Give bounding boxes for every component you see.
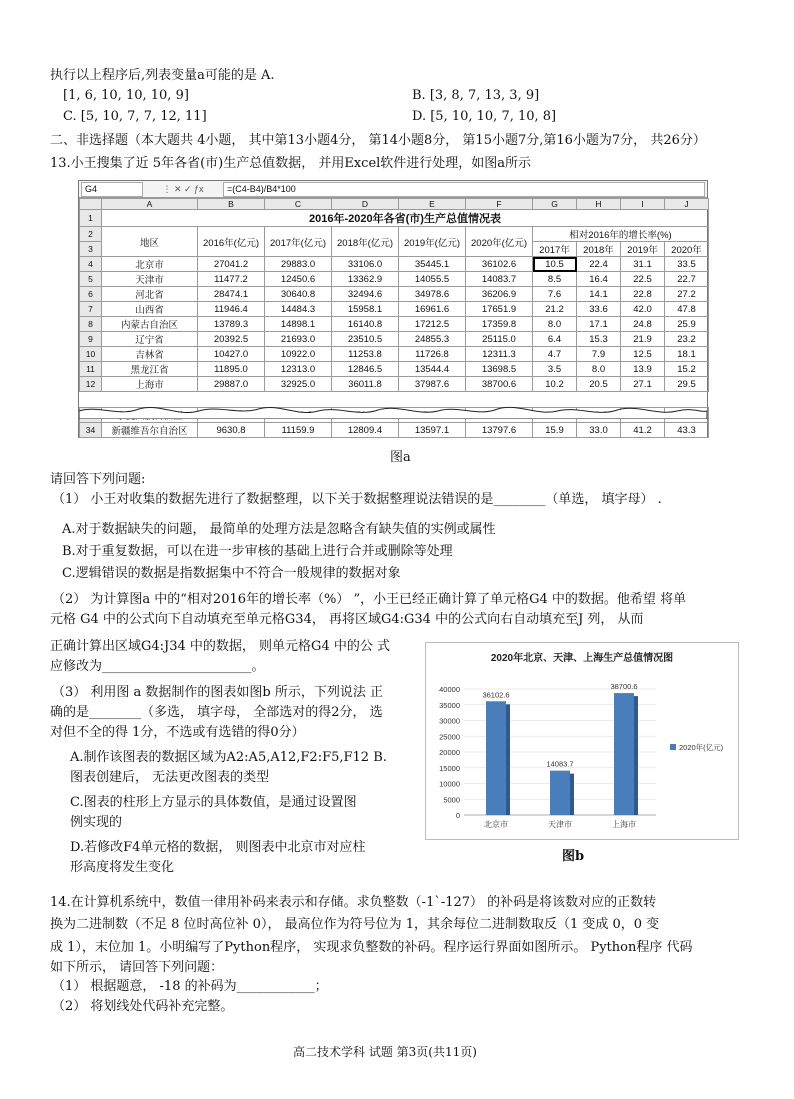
- table-cell: 14055.5: [399, 272, 466, 287]
- y-tick-label: 25000: [439, 732, 460, 742]
- table-cell: 12313.0: [265, 362, 332, 377]
- torn-edge-icon: [79, 403, 707, 419]
- q14-line2: 换为二进制数（不足 8 位时高位补 0）， 最高位作为符号位为 1，其余每位二进制数取反（1 变成 0，0 变: [50, 917, 660, 932]
- table-cell: 25.9: [665, 317, 709, 332]
- row-number: 2: [80, 227, 102, 242]
- table-cell: 13597.1: [399, 423, 466, 438]
- table-cell: 42.0: [621, 302, 665, 317]
- q13-part3-option-d2: 形高度将发生变化: [70, 860, 175, 875]
- formula-input: =(C4-B4)/B4*100: [223, 182, 705, 197]
- table-cell: 15.3: [577, 332, 621, 347]
- q13-part3-line1: （3） 利用图 a 数据制作的图表如图b 所示，下列说法 正: [52, 685, 384, 700]
- q13-part1-option-c: C.逻辑错误的数据是指数据集中不符合一般规律的数据对象: [62, 566, 401, 581]
- spreadsheet-grid: [79, 198, 709, 438]
- bar-side: [570, 774, 574, 815]
- table-cell: 7.9: [577, 347, 621, 362]
- table-cell: 31.1: [621, 257, 665, 272]
- table-cell: 9630.8: [198, 423, 265, 438]
- table-cell: 43.3: [665, 423, 709, 438]
- table-cell: 28474.1: [198, 287, 265, 302]
- row-number: 10: [80, 347, 102, 362]
- q12-option-d: D. [5, 10, 10, 7, 10, 8]: [412, 109, 557, 124]
- table-cell: 22.7: [665, 272, 709, 287]
- corner-cell: [80, 199, 102, 210]
- q14-line3: 成 1），末位加 1。小明编写了Python程序， 实现求负整数的补码。程序运行界面如图所示。 Python程序 代码: [50, 940, 693, 955]
- row-number: 7: [80, 302, 102, 317]
- table-row: [80, 347, 709, 362]
- row-number: 11: [80, 362, 102, 377]
- q13-part3-option-d1: D.若修改F4单元格的数据， 则图表中北京市对应柱: [70, 840, 366, 855]
- table-cell: 北京市: [102, 257, 198, 272]
- row-number: 4: [80, 257, 102, 272]
- table-cell: 24.8: [621, 317, 665, 332]
- fx-icon: ⋮ ✕ ✓ ƒx: [162, 183, 204, 194]
- bar-side: [506, 704, 510, 815]
- table-cell: 12311.3: [466, 347, 533, 362]
- q14-part1: （1） 根据题意， -18 的补码为____________；: [52, 979, 328, 994]
- table-row: [80, 227, 709, 242]
- q13-part3-option-a: A.制作该图表的数据区域为A2:A5,A12,F2:F5,F12 B.: [70, 750, 387, 765]
- figure-a-caption: 图a: [390, 450, 411, 465]
- table-cell: 16.4: [577, 272, 621, 287]
- table-cell: 11946.4: [198, 302, 265, 317]
- table-cell: 36011.8: [332, 377, 399, 392]
- table-cell: 14.1: [577, 287, 621, 302]
- y-tick-label: 0: [455, 811, 460, 820]
- q12-option-a: [1, 6, 10, 10, 10, 9]: [63, 88, 189, 103]
- q12-prompt: 执行以上程序后,列表变量a可能的是 A.: [50, 68, 275, 83]
- y-tick-label: 40000: [439, 685, 460, 694]
- table-cell: 天津市: [102, 272, 198, 287]
- table-row: [80, 257, 709, 272]
- bar: [550, 771, 570, 815]
- table-cell: 3.5: [533, 362, 577, 377]
- table-cell: 16961.6: [399, 302, 466, 317]
- table-cell: 29887.0: [198, 377, 265, 392]
- table-cell: 10.5: [533, 257, 577, 272]
- table-cell: 27.1: [621, 377, 665, 392]
- data-label: 38700.6: [610, 682, 638, 692]
- y-tick-label: 15000: [439, 763, 460, 773]
- table-cell: 辽宁省: [102, 332, 198, 347]
- bar-chart: [425, 642, 739, 840]
- table-cell: 17.1: [577, 317, 621, 332]
- growth-year-header: 2018年: [577, 242, 621, 257]
- table-cell: 30640.8: [265, 287, 332, 302]
- q13-part3-option-b: 图表创建后， 无法更改图表的类型: [70, 770, 270, 785]
- q13-part1-option-b: B.对于重复数据，可以在进一步审核的基础上进行合并或删除等处理: [62, 544, 453, 559]
- table-cell: 17359.8: [466, 317, 533, 332]
- table-cell: 33.6: [577, 302, 621, 317]
- y-tick-label: 5000: [443, 795, 460, 805]
- year-header: 2016年(亿元): [198, 227, 265, 257]
- table-row: [80, 317, 709, 332]
- q13-part3-line3: 对但不全的得 1分，不选或有选错的得0分）: [50, 725, 305, 740]
- table-cell: 18.1: [665, 347, 709, 362]
- table-cell: 16140.8: [332, 317, 399, 332]
- q13-part1: （1） 小王对收集的数据先进行了数据整理，以下关于数据整理说法错误的是________（单选， 填字母） .: [52, 492, 662, 507]
- table-cell: 23.2: [665, 332, 709, 347]
- sheet-title: 2016年-2020年各省(市)生产总值情况表: [102, 210, 709, 227]
- data-label: 14083.7: [546, 759, 574, 769]
- table-cell: 13362.9: [332, 272, 399, 287]
- legend-swatch: [670, 744, 676, 750]
- excel-screenshot: [78, 180, 708, 438]
- table-cell: 8.0: [577, 362, 621, 377]
- table-cell: 32925.0: [265, 377, 332, 392]
- table-row: [80, 210, 709, 227]
- table-cell: 10427.0: [198, 347, 265, 362]
- table-cell: 38700.6: [466, 377, 533, 392]
- table-cell: 河北省: [102, 287, 198, 302]
- figure-b-caption: 图b: [562, 849, 585, 864]
- x-tick-label: 上海市: [612, 820, 636, 829]
- table-cell: 36206.9: [466, 287, 533, 302]
- table-cell: 22.5: [621, 272, 665, 287]
- legend-label: 2020年(亿元): [679, 743, 724, 752]
- page-footer: 高二技术学科 试题 第3页(共11页): [293, 1045, 477, 1059]
- table-cell: 13.9: [621, 362, 665, 377]
- table-cell: 10.2: [533, 377, 577, 392]
- table-row: [80, 377, 709, 392]
- table-cell: 12450.6: [265, 272, 332, 287]
- q13-part3-option-c1: C.图表的柱形上方显示的具体数值，是通过设置图: [70, 795, 357, 810]
- data-label: 36102.6: [482, 690, 510, 700]
- row-number: 12: [80, 377, 102, 392]
- x-tick-label: 天津市: [548, 820, 572, 829]
- y-tick-label: 10000: [439, 779, 460, 789]
- table-cell: 7.6: [533, 287, 577, 302]
- table-cell: 黑龙江省: [102, 362, 198, 377]
- table-cell: 山西省: [102, 302, 198, 317]
- table-cell: 13698.5: [466, 362, 533, 377]
- table-row: [80, 423, 709, 438]
- table-cell: 21.2: [533, 302, 577, 317]
- col-letter: A: [102, 199, 198, 210]
- table-cell: 24855.3: [399, 332, 466, 347]
- col-letter: E: [399, 199, 466, 210]
- q13-part2-line4: 应修改为_______________________。: [50, 659, 265, 674]
- q13-part2-line3: 正确计算出区域G4:J34 中的数据， 则单元格G4 中的公 式: [50, 639, 390, 654]
- row-number: 1: [80, 210, 102, 227]
- table-cell: 17212.5: [399, 317, 466, 332]
- x-tick-label: 北京市: [484, 820, 508, 829]
- q13-part3-line2: 确的是________（多选， 填字母， 全部选对的得2分， 选: [50, 705, 383, 720]
- table-cell: 新疆维吾尔自治区: [102, 423, 198, 438]
- table-cell: 11159.9: [265, 423, 332, 438]
- table-cell: 15.2: [665, 362, 709, 377]
- q14-line4: 如下所示， 请回答下列问题：: [50, 960, 224, 975]
- column-header-row: [80, 199, 709, 210]
- table-cell: 14898.1: [265, 317, 332, 332]
- table-cell: 6.4: [533, 332, 577, 347]
- table-row: [80, 287, 709, 302]
- growth-year-header: 2019年: [621, 242, 665, 257]
- table-cell: 27.2: [665, 287, 709, 302]
- q14-line1: 14.在计算机系统中，数值一律用补码来表示和存储。求负整数（-1`-127） 的补码是将该数对应的正数转: [50, 895, 657, 910]
- q13-part2-line1: （2） 为计算图a 中的“相对2016年的增长率（%） ”，小王已经正确计算了单元格G4 中的数据。他希望 将单: [52, 592, 687, 607]
- table-cell: 11253.8: [332, 347, 399, 362]
- q13-ask: 请回答下列问题:: [50, 472, 146, 487]
- table-cell: 22.8: [621, 287, 665, 302]
- table-cell: 10922.0: [265, 347, 332, 362]
- col-letter: F: [466, 199, 533, 210]
- col-letter: B: [198, 199, 265, 210]
- y-tick-label: 20000: [439, 748, 460, 757]
- year-header: 2020年(亿元): [466, 227, 533, 257]
- table-cell: 32494.6: [332, 287, 399, 302]
- table-cell: 33.0: [577, 423, 621, 438]
- table-cell: 15958.1: [332, 302, 399, 317]
- q13-part2-line2: 元格 G4 中的公式向下自动填充至单元格G34， 再将区域G4:G34 中的公式向右自动填充至J 列， 从而: [50, 612, 644, 627]
- table-cell: 17651.9: [466, 302, 533, 317]
- table-cell: 12809.4: [332, 423, 399, 438]
- year-header: 2019年(亿元): [399, 227, 466, 257]
- growth-header: 相对2016年的增长率(%): [533, 227, 709, 242]
- bar: [614, 693, 634, 815]
- table-cell: 21693.0: [265, 332, 332, 347]
- formula-bar: [79, 181, 707, 198]
- table-cell: 33106.0: [332, 257, 399, 272]
- col-letter: G: [533, 199, 577, 210]
- table-row: [80, 272, 709, 287]
- table-cell: 14484.3: [265, 302, 332, 317]
- table-cell: 36102.6: [466, 257, 533, 272]
- q13-intro: 13.小王搜集了近 5年各省(市)生产总值数据， 并用Excel软件进行处理，如图a所示: [50, 156, 532, 171]
- table-cell: 29.5: [665, 377, 709, 392]
- row-number: 8: [80, 317, 102, 332]
- col-letter: I: [621, 199, 665, 210]
- row-number: 6: [80, 287, 102, 302]
- growth-year-header: 2017年: [533, 242, 577, 257]
- table-cell: 37987.6: [399, 377, 466, 392]
- section-heading: 二、非选择题（本大题共 4小题， 其中第13小题4分， 第14小题8分， 第15小题7分,第16小题为7分， 共26分）: [50, 133, 706, 148]
- bar-side: [634, 696, 638, 815]
- table-row: [80, 362, 709, 377]
- table-cell: 8.5: [533, 272, 577, 287]
- q13-part3-option-c2: 例实现的: [70, 815, 123, 830]
- row-number: 9: [80, 332, 102, 347]
- table-cell: 11477.2: [198, 272, 265, 287]
- table-row: [80, 302, 709, 317]
- table-cell: 41.2: [621, 423, 665, 438]
- table-cell: 47.8: [665, 302, 709, 317]
- table-cell: 8.0: [533, 317, 577, 332]
- table-cell: 12.5: [621, 347, 665, 362]
- name-box: G4: [81, 182, 143, 197]
- table-cell: 23510.5: [332, 332, 399, 347]
- table-cell: 11726.8: [399, 347, 466, 362]
- table-cell: 22.4: [577, 257, 621, 272]
- q14-part2: （2） 将划线处代码补充完整。: [52, 999, 234, 1014]
- y-tick-label: 35000: [439, 700, 460, 710]
- table-cell: 11895.0: [198, 362, 265, 377]
- table-cell: 内蒙古自治区: [102, 317, 198, 332]
- col-letter: H: [577, 199, 621, 210]
- table-cell: 13797.6: [466, 423, 533, 438]
- col-letter: D: [332, 199, 399, 210]
- year-header: 2018年(亿元): [332, 227, 399, 257]
- table-cell: 吉林省: [102, 347, 198, 362]
- y-tick-label: 30000: [439, 716, 460, 726]
- chart-svg: [426, 643, 738, 839]
- table-cell: 35445.1: [399, 257, 466, 272]
- bar: [486, 701, 506, 815]
- q12-option-c: C. [5, 10, 7, 7, 12, 11]: [63, 109, 207, 124]
- table-cell: 4.7: [533, 347, 577, 362]
- table-cell: 25115.0: [466, 332, 533, 347]
- region-header: 地区: [102, 227, 198, 257]
- col-letter: C: [265, 199, 332, 210]
- table-cell: 29883.0: [265, 257, 332, 272]
- growth-year-header: 2020年: [665, 242, 709, 257]
- table-cell: 33.5: [665, 257, 709, 272]
- table-cell: 21.9: [621, 332, 665, 347]
- table-cell: 14083.7: [466, 272, 533, 287]
- table-cell: 27041.2: [198, 257, 265, 272]
- table-cell: 13544.4: [399, 362, 466, 377]
- table-cell: 12846.5: [332, 362, 399, 377]
- col-letter: J: [665, 199, 709, 210]
- table-cell: 20392.5: [198, 332, 265, 347]
- q12-option-b: B. [3, 8, 7, 13, 3, 9]: [412, 88, 540, 103]
- table-cell: 34978.6: [399, 287, 466, 302]
- table-row: [80, 332, 709, 347]
- row-number: 3: [80, 242, 102, 257]
- table-cell: 上海市: [102, 377, 198, 392]
- year-header: 2017年(亿元): [265, 227, 332, 257]
- chart-title: 2020年北京、天津、上海生产总值情况图: [490, 653, 674, 664]
- table-cell: 20.5: [577, 377, 621, 392]
- table-cell: 13789.3: [198, 317, 265, 332]
- row-number: 5: [80, 272, 102, 287]
- row-number: 34: [80, 423, 102, 438]
- q13-part1-option-a: A.对于数据缺失的问题， 最简单的处理方法是忽略含有缺失值的实例或属性: [62, 522, 496, 537]
- table-cell: 15.9: [533, 423, 577, 438]
